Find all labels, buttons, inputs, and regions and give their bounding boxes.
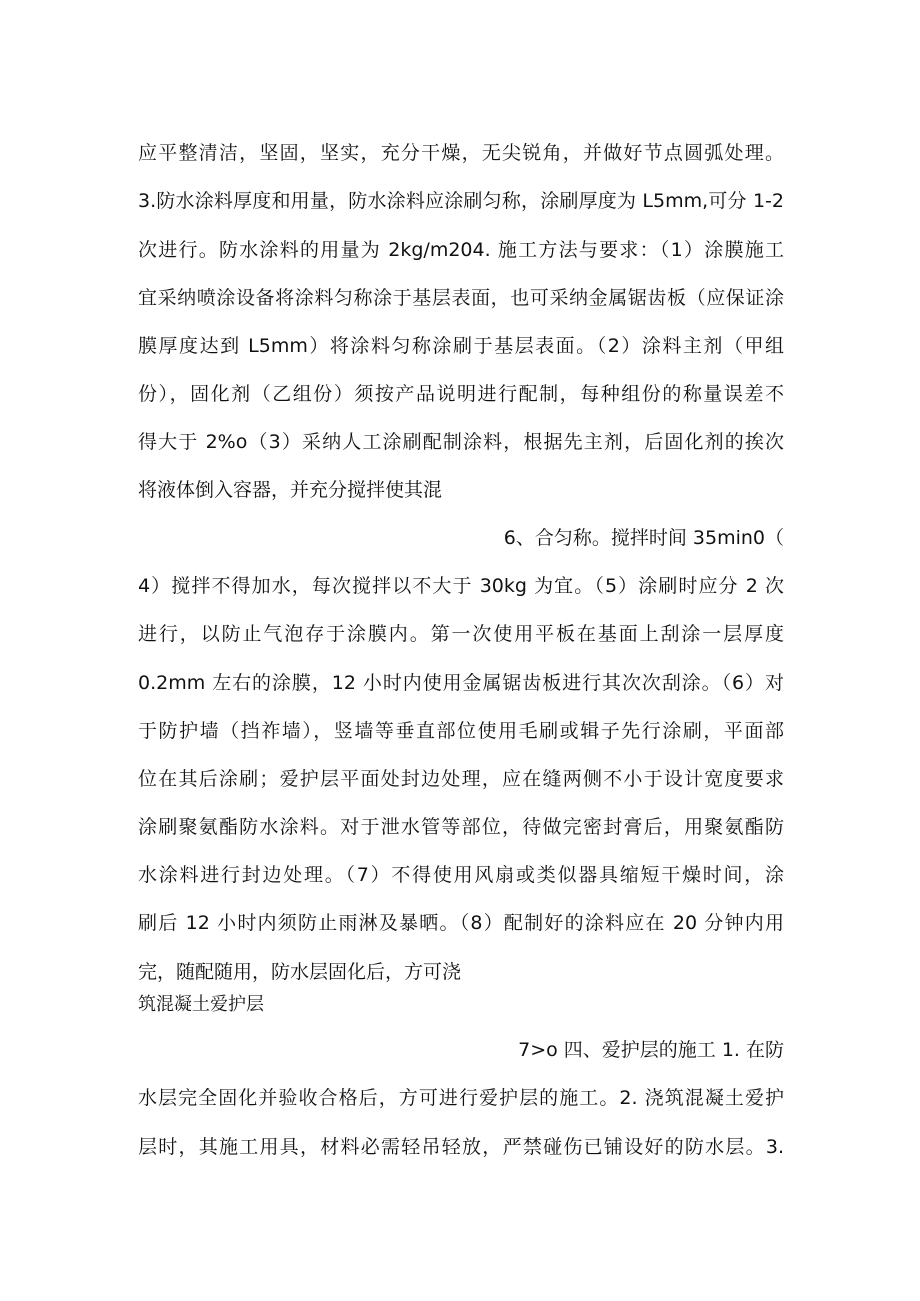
text-line-10: 4）搅拌不得加水，每次搅拌以不大于 30kg 为宜。（5）涂刷时应分 2 次 <box>138 575 784 597</box>
text-line-13: 于防护墙（挡祚墙），竖墙等垂直部位使用毛刷或辑子先行涂刷，平面部 <box>138 720 784 742</box>
text-line-3: 次进行。防水涂料的用量为 2kg/m204. 施工方法与要求：（1）涂膜施工 <box>138 239 784 261</box>
text-line-21: 水层完全固化并验收合格后，方可进行爱护层的施工。2. 浇筑混凝土爱护 <box>138 1087 784 1109</box>
text-line-5: 膜厚度达到 L5mm）将涂料匀称涂刷于基层表面。（2）涂料主剂（甲组 <box>138 335 784 357</box>
text-line-9: 6、合匀称。搅拌时间 35min0（ <box>503 527 784 549</box>
text-line-19: 筑混凝土爱护层 <box>138 994 264 1015</box>
text-line-16: 水涂料进行封边处理。（7）不得使用风扇或类似器具缩短干燥时间，涂 <box>138 864 784 886</box>
text-line-20: 7>o 四、爱护层的施工 1. 在防 <box>518 1039 784 1061</box>
text-line-6: 份），固化剂（乙组份）须按产品说明进行配制，每种组份的称量误差不 <box>138 383 784 405</box>
text-line-11: 进行，以防止气泡存于涂膜内。第一次使用平板在基面上刮涂一层厚度 <box>138 623 784 645</box>
text-line-15: 涂刷聚氨酯防水涂料。对于泄水管等部位，待做完密封膏后，用聚氨酯防 <box>138 816 784 838</box>
text-line-7: 得大于 2%o（3）采纳人工涂刷配制涂料，根据先主剂，后固化剂的挨次 <box>138 431 784 453</box>
text-line-17: 刷后 12 小时内须防止雨淋及暴晒。（8）配制好的涂料应在 20 分钟内用 <box>138 912 784 934</box>
text-line-1: 应平整清洁，坚固，坚实，充分干燥，无尖锐角，并做好节点圆弧处理。 <box>138 142 784 164</box>
text-line-14: 位在其后涂刷；爱护层平面处封边处理，应在缝两侧不小于设计宽度要求 <box>138 768 784 790</box>
text-line-4: 宜采纳喷涂设备将涂料匀称涂于基层表面，也可采纳金属锯齿板（应保证涂 <box>138 287 784 309</box>
text-line-12: 0.2mm 左右的涂膜，12 小时内使用金属锯齿板进行其次次刮涂。（6）对 <box>138 672 784 694</box>
text-line-2: 3.防水涂料厚度和用量，防水涂料应涂刷匀称，涂刷厚度为 L5mm,可分 1-2 <box>138 190 784 212</box>
text-line-22: 层时，其施工用具，材料必需轻吊轻放，严禁碰伤已铺设好的防水层。3. <box>138 1136 784 1158</box>
text-line-8: 将液体倒入容器，并充分搅拌使其混 <box>138 479 443 501</box>
text-line-18: 完，随配随用，防水层固化后，方可浇 <box>138 961 462 983</box>
